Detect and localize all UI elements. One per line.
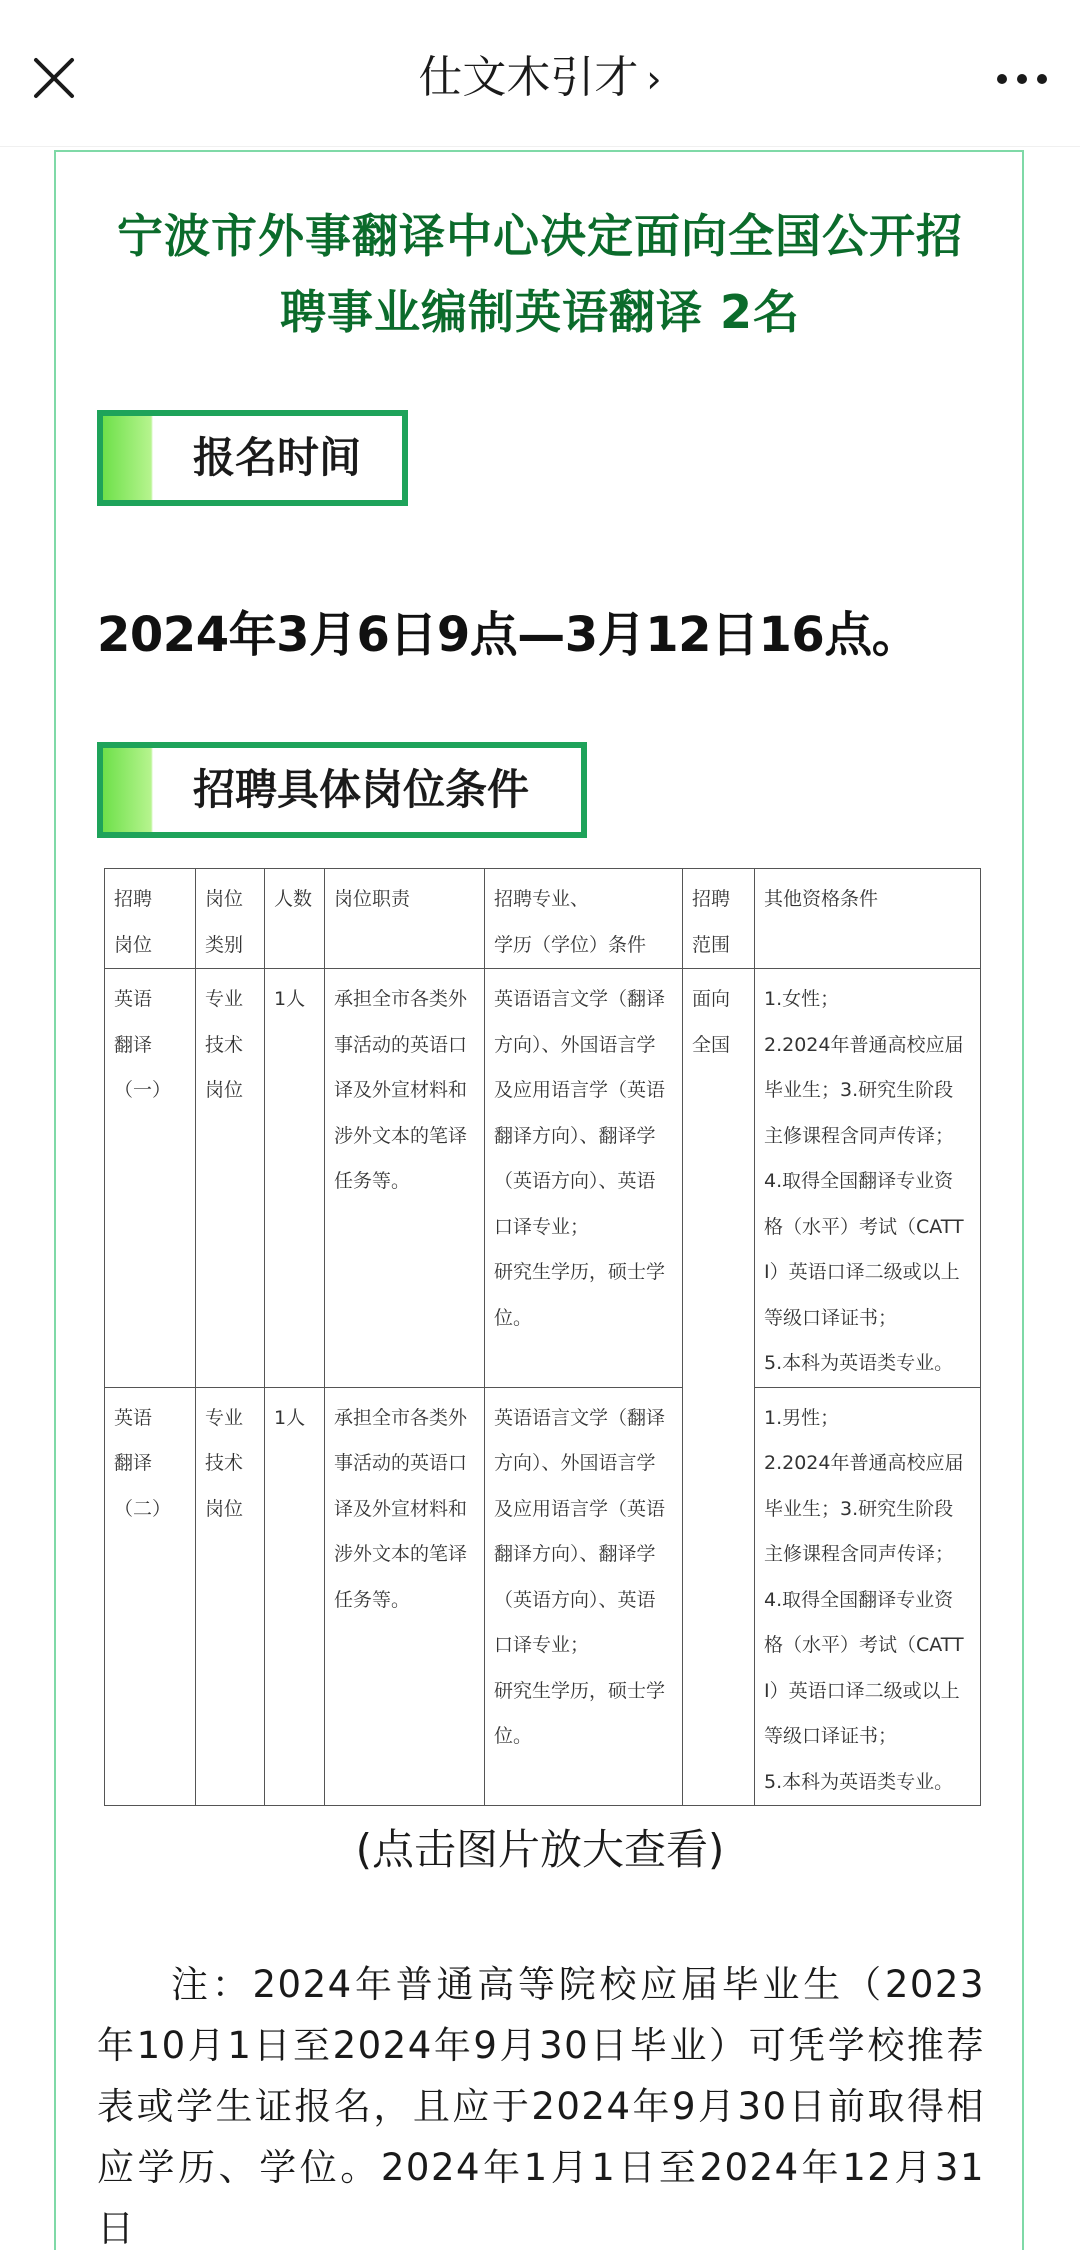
cell-position: 英语 翻译 （一） — [105, 969, 196, 1388]
cell-scope: 面向 全国 — [683, 969, 755, 1806]
table-header-cell: 招聘专业、 学历（学位）条件 — [485, 869, 683, 969]
table-header-cell: 岗位 类别 — [196, 869, 265, 969]
table-row — [105, 1387, 981, 1806]
image-zoom-caption[interactable]: (点击图片放大查看) — [355, 1825, 725, 1874]
cell-position: 英语 翻译 （二） — [105, 1387, 196, 1806]
account-name: 仕文木引才 — [418, 52, 639, 103]
cell-other: 1.男性； 2.2024年普通高校应届毕业生；3.研究生阶段主修课程含同声传译； 4.取得全国翻译专业资格（水平）考试（CATTI）英语口译二级或以上等级口译证书； 5.本科为英语类专业。 — [755, 1387, 981, 1806]
article-note-paragraph: 注：2024年普通高等院校应届毕业生（2023年10月1日至2024年9月30日毕业）可凭学校推荐表或学生证报名，且应于2024年9月30日前取得相应学历、学位。2024年1月1日至2024年12月31日 — [97, 1963, 985, 2250]
cell-other: 1.女性； 2.2024年普通高校应届毕业生；3.研究生阶段主修课程含同声传译； 4.取得全国翻译专业资格（水平）考试（CATTI）英语口译二级或以上等级口译证书； 5.本科为英语类专业。 — [755, 969, 981, 1388]
article-headline: 宁波市外事翻译中心决定面向全国公开招聘事业编制英语翻译 2名 — [117, 209, 963, 339]
table-header-cell: 招聘 范围 — [683, 869, 755, 969]
section-tag-position-requirements — [97, 742, 587, 838]
cell-duties: 承担全市各类外事活动的英语口译及外宣材料和涉外文本的笔译任务等。 — [325, 969, 485, 1388]
cell-category: 专业 技术 岗位 — [196, 969, 265, 1388]
cell-count: 1人 — [265, 1387, 325, 1806]
section-tag-label: 招聘具体岗位条件 — [193, 765, 530, 814]
cell-duties: 承担全市各类外事活动的英语口译及外宣材料和涉外文本的笔译任务等。 — [325, 1387, 485, 1806]
section-tag-registration-time — [97, 410, 408, 506]
cell-category: 专业 技术 岗位 — [196, 1387, 265, 1806]
account-title-link[interactable] — [0, 48, 1080, 109]
table-header-cell: 招聘 岗位 — [105, 869, 196, 969]
cell-major: 英语语言文学（翻译方向）、外国语言学及应用语言学（英语翻译方向）、翻译学（英语方向）、英语口译专业； 研究生学历，硕士学位。 — [485, 969, 683, 1388]
table-header-cell: 人数 — [265, 869, 325, 969]
table-row — [105, 969, 981, 1388]
registration-date: 2024年3月6日9点—3月12日16点。 — [97, 607, 920, 663]
cell-count: 1人 — [265, 969, 325, 1388]
top-navbar — [0, 0, 1080, 147]
table-header-cell: 其他资格条件 — [755, 869, 981, 969]
cell-major: 英语语言文学（翻译方向）、外国语言学及应用语言学（英语翻译方向）、翻译学（英语方向）、英语口译专业； 研究生学历，硕士学位。 — [485, 1387, 683, 1806]
job-requirements-table[interactable] — [104, 868, 981, 1806]
table-header-row — [105, 869, 981, 969]
chevron-right-icon: › — [646, 57, 662, 101]
section-tag-label: 报名时间 — [193, 433, 362, 482]
table-header-cell: 岗位职责 — [325, 869, 485, 969]
more-dots-icon[interactable] — [994, 64, 1050, 94]
